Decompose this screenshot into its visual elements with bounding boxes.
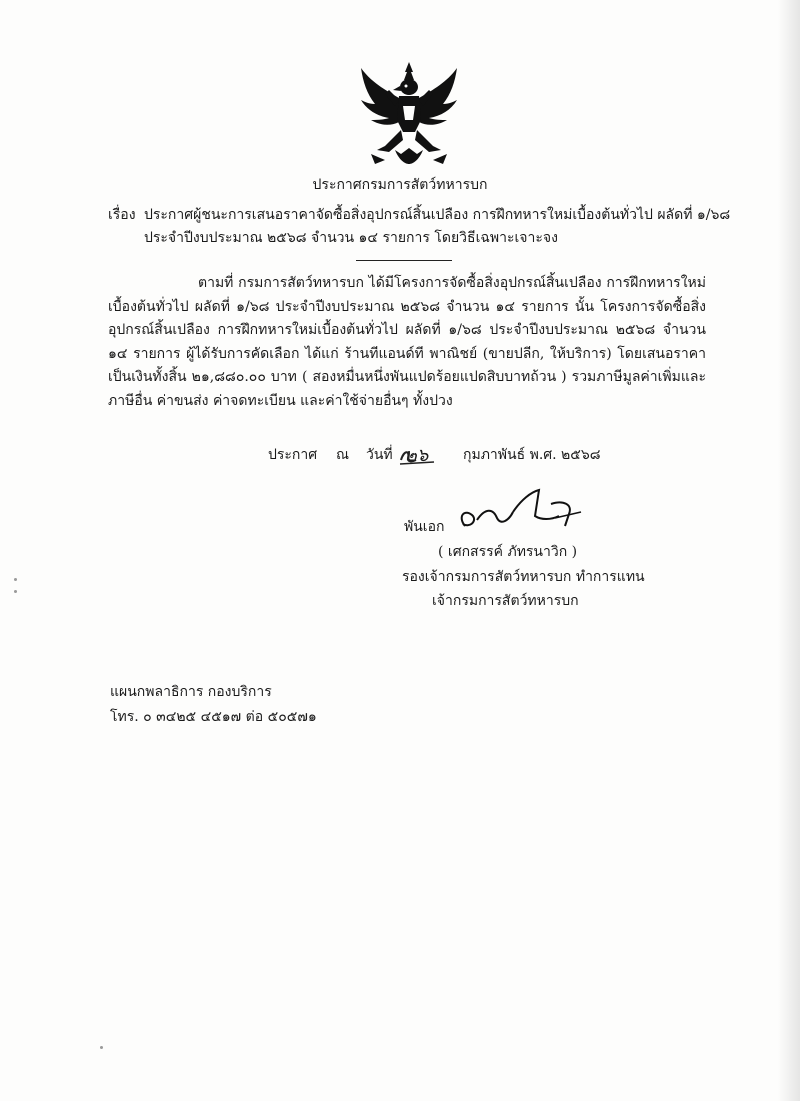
date-word: วันที่ bbox=[366, 447, 393, 463]
signatory-position-2: เจ้ากรมการสัตว์ทหารบก bbox=[432, 593, 579, 609]
scan-speck bbox=[14, 578, 17, 581]
signatory-position-1: รองเจ้ากรมการสัตว์ทหารบก ทำการแทน bbox=[402, 569, 645, 585]
month-year: กุมภาพันธ์ พ.ศ. ๒๕๖๘ bbox=[463, 447, 601, 463]
signatory-rank: พันเอก bbox=[404, 519, 445, 535]
announce-word: ประกาศ bbox=[268, 447, 318, 463]
footer-department: แผนกพลาธิการ กองบริการ bbox=[110, 684, 272, 700]
signatory-name: ( เศกสรรค์ ภัทรนาวิก ) bbox=[438, 544, 578, 560]
handwritten-day: ๒๖ bbox=[405, 445, 429, 466]
subject-block bbox=[108, 204, 758, 250]
garuda-emblem-icon bbox=[355, 60, 463, 168]
scan-edge-shadow bbox=[778, 0, 800, 1101]
title-divider bbox=[356, 260, 452, 261]
handwritten-signature bbox=[455, 486, 595, 546]
scan-speck bbox=[14, 590, 17, 593]
footer-phone: โทร. ๐ ๓๔๒๕ ๔๕๑๗ ต่อ ๕๐๕๗๑ bbox=[110, 709, 317, 725]
subject-line-1: ประกาศผู้ชนะการเสนอราคาจัดซื้อสิ่งอุปกรณ์สิ้นเปลือง การฝึกทหารใหม่เบื้องต้นทั่วไป ผลัดที่ ๑/๖๘ bbox=[144, 207, 731, 223]
at-word: ณ bbox=[336, 447, 349, 463]
subject-label: เรื่อง bbox=[108, 207, 136, 223]
body-paragraph: ตามที่ กรมการสัตว์ทหารบก ได้มีโครงการจัดซื้อสิ่งอุปกรณ์สิ้นเปลือง การฝึกทหารใหม่เบื้องต้นทั่วไป ผลัดที่ ๑/๖๘ ประจำปีงบประมาณ ๒๕๖๘ จำนวน ๑๔ รายการ นั้น โครงการจัดซื้อสิ่งอุปกรณ์สิ้นเปลือง การฝึกทหารใหม่เบื้องต้นทั่วไป ผลัดที่ ๑/๖๘ ประจำปีงบประมาณ ๒๕๖๘ จำนวน ๑๔ รายการ ผู้ได้รับการคัดเลือก ได้แก่ ร้านทีแอนด์ที พาณิชย์ (ขายปลีก, ให้บริการ) โดยเสนอราคาเป็นเงินทั้งสิ้น ๒๑,๘๘๐.๐๐ บาท ( สองหมื่นหนึ่งพันแปดร้อยแปดสิบบาทถ้วน ) รวมภาษีมูลค่าเพิ่มและภาษีอื่น ค่าขนส่ง ค่าจดทะเบียน และค่าใช้จ่ายอื่นๆ ทั้งปวง bbox=[108, 275, 706, 409]
document-title: ประกาศกรมการสัตว์ทหารบก bbox=[312, 177, 488, 193]
scan-speck bbox=[100, 1046, 103, 1049]
handwritten-day-strokes bbox=[398, 440, 438, 466]
subject-line-2: ประจำปีงบประมาณ ๒๕๖๘ จำนวน ๑๔ รายการ โดยวิธีเฉพาะเจาะจง bbox=[144, 230, 558, 246]
